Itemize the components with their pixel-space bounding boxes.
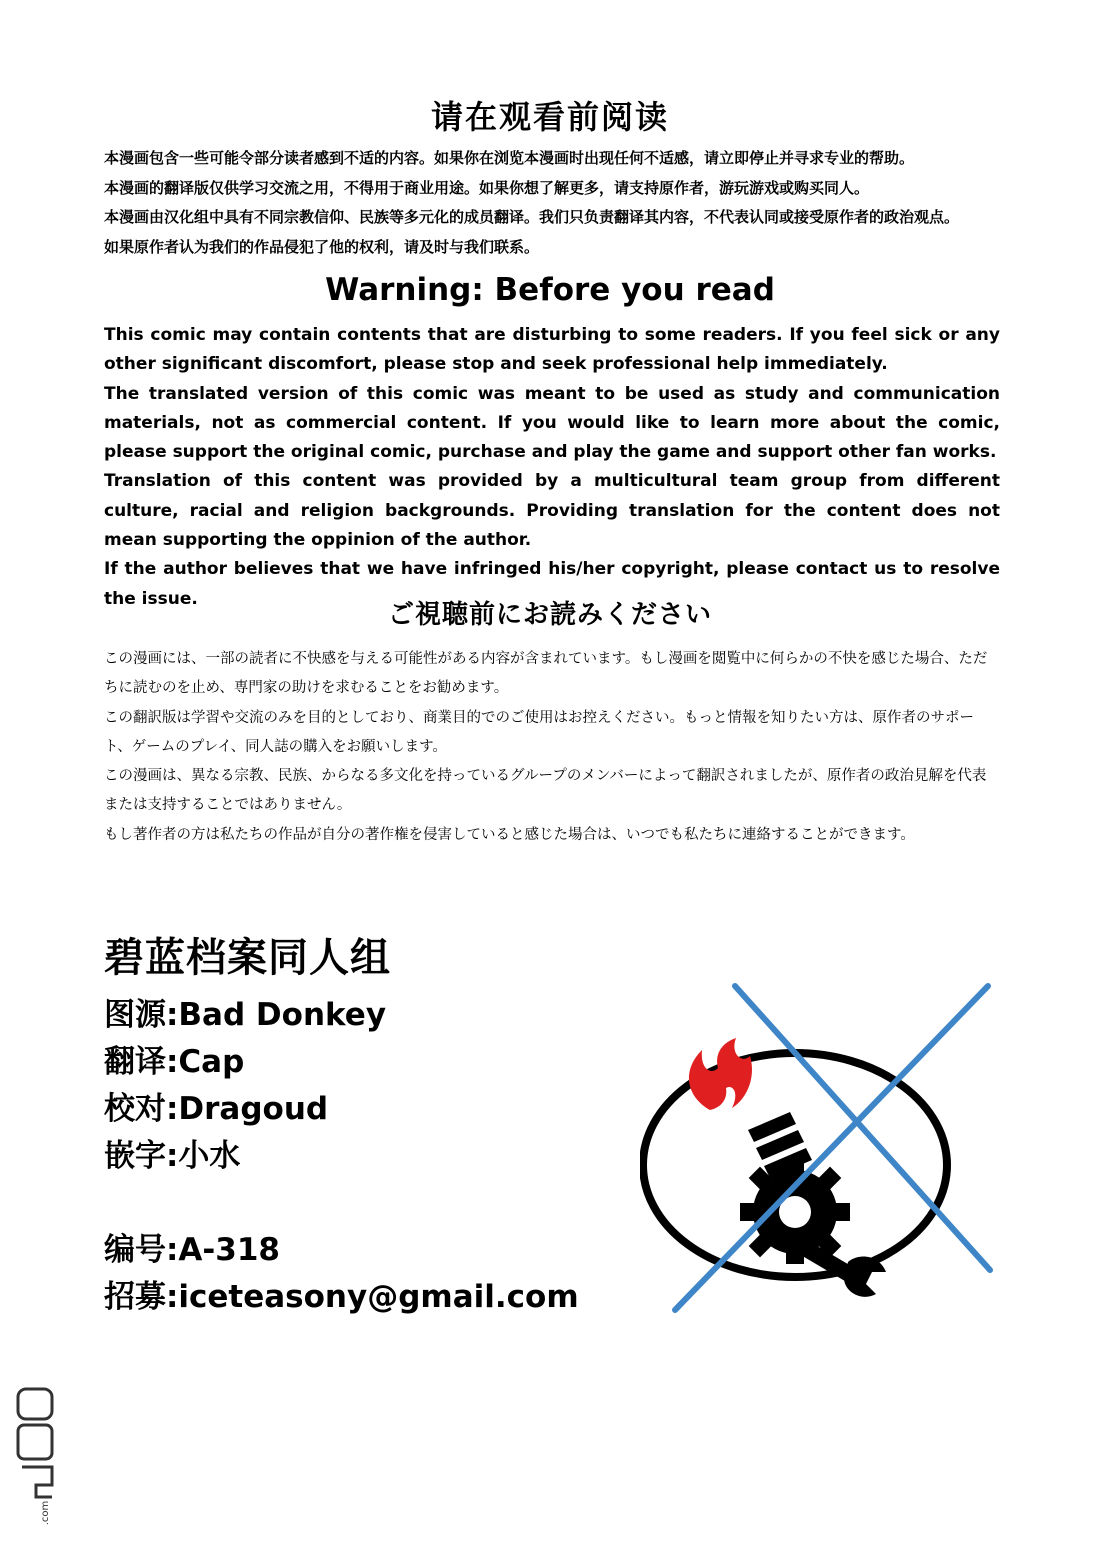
japanese-warning-body xyxy=(104,645,1000,850)
english-paragraph: If the author believes that we have infringed his/her copyright, please contact us to resolve the issue. xyxy=(104,559,1000,609)
japanese-warning-title: ご視聴前にお読みください xyxy=(387,600,712,630)
svg-text:.com: .com xyxy=(40,1500,51,1526)
chinese-paragraph: 本漫画包含一些可能令部分读者感到不适的内容。如果你在浏览本漫画时出现任何不适感，请立即停止并寻求专业的帮助。 xyxy=(104,149,915,167)
flame-icon xyxy=(689,1038,752,1110)
chinese-paragraph: 本漫画由汉化组中具有不同宗教信仰、民族等多元化的成员翻译。我们只负责翻译其内容，不代表认同或接受原作者的政治观点。 xyxy=(104,208,960,226)
spacer xyxy=(104,1180,664,1227)
chinese-warning-title: 请在观看前阅读 xyxy=(430,98,669,136)
japanese-paragraph: この漫画には、一部の読者に不快感を与える可能性がある内容が含まれています。もし漫画を閲覧中に何らかの不快を感じた場合、ただちに読むのを止め、専門家の助けを求むることをお勧めます。 xyxy=(104,651,988,697)
credit-recruit-email: 招募:iceteasony@gmail.com xyxy=(104,1279,579,1315)
english-paragraph: This comic may contain contents that are disturbing to some readers. If you feel sick or any other significant discomfort, please stop and seek professional help immediately. xyxy=(104,325,1000,375)
credit-typesetting: 嵌字:小水 xyxy=(104,1138,241,1174)
group-logo-icon xyxy=(640,980,1010,1320)
credit-number: 编号:A-318 xyxy=(104,1232,280,1268)
chinese-paragraph: 本漫画的翻译版仅供学习交流之用，不得用于商业用途。如果你想了解更多，请支持原作者，游玩游戏或购买同人。 xyxy=(104,178,870,197)
japanese-paragraph: もし著作者の方は私たちの作品が自分の著作権を侵害していると感じた場合は、いつでも私たちに連絡することができます。 xyxy=(104,826,915,843)
japanese-paragraph: この漫画は、異なる宗教、民族、からなる多文化を持っているグループのメンバーによって翻訳されましたが、原作者の政治見解を代表または支持することではありません。 xyxy=(104,768,987,814)
english-warning-title: Warning: Before you read xyxy=(325,272,775,308)
chinese-paragraph: 如果原作者认为我们的作品侵犯了他的权利，请及时与我们联系。 xyxy=(104,237,540,256)
credit-translation: 翻译:Cap xyxy=(104,1044,245,1080)
credit-source: 图源:Bad Donkey xyxy=(104,997,387,1033)
group-name: 碧蓝档案同人组 xyxy=(104,935,391,981)
japanese-paragraph: この翻訳版は学習や交流のみを目的としており、商業目的でのご使用はお控えください。もっと情報を知りたい方は、原作者のサポート、ゲームのプレイ、同人誌の購入をお願いします。 xyxy=(104,709,974,755)
english-warning-body xyxy=(104,321,1000,614)
credit-proofreading: 校对:Dragoud xyxy=(104,1091,329,1127)
dm5-watermark-logo xyxy=(14,1385,58,1530)
english-paragraph: The translated version of this comic was meant to be used as study and communication materials, not as commercial content. If you would like to learn more about the comic, please support the original comic, purchase and play the game and support other fan works. xyxy=(104,383,1000,463)
chinese-warning-body xyxy=(104,144,1000,262)
credits-block xyxy=(104,930,664,1321)
english-paragraph: Translation of this content was provided by a multicultural team group from different culture, racial and religion backgrounds. Providing translation for the content does not mean supporting the oppinion of the author. xyxy=(104,471,1000,551)
